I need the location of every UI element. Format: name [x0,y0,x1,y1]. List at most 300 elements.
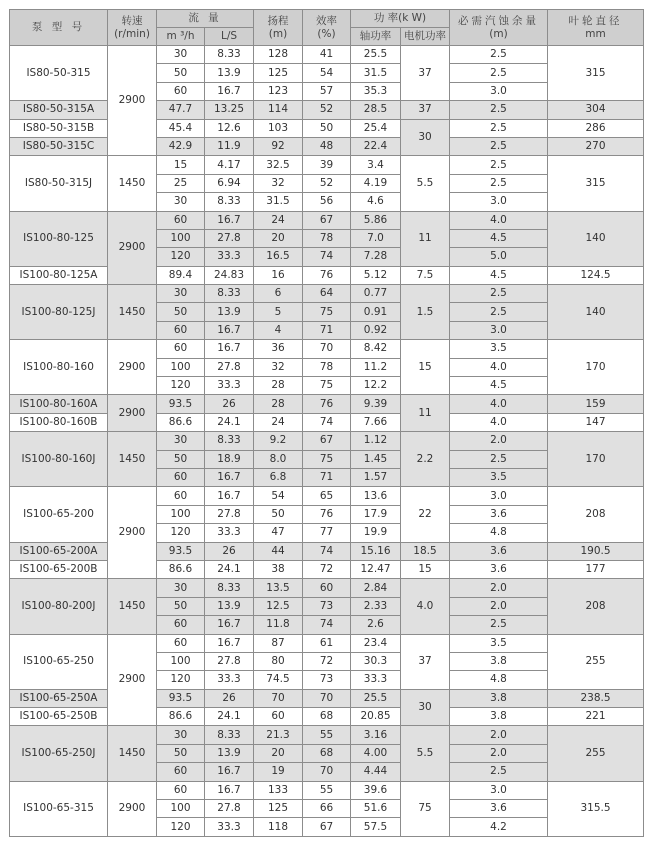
cell-efficiency: 76 [303,395,351,413]
cell-npsh: 4.8 [450,671,548,689]
cell-npsh: 3.5 [450,634,548,652]
table-header [10,10,644,46]
cell-flow-m3h: 86.6 [157,708,205,726]
table-row [10,708,644,726]
cell-speed: 2900 [108,340,157,395]
cell-head: 20 [254,744,303,762]
cell-head: 87 [254,634,303,652]
header-speed: 转速 (r/min) [108,10,157,46]
cell-impeller-diameter: 159 [548,395,644,413]
cell-flow-m3h: 120 [157,248,205,266]
cell-npsh: 2.5 [450,285,548,303]
cell-flow-ls: 16.7 [205,468,254,486]
cell-shaft-power: 4.19 [351,174,401,192]
cell-efficiency: 67 [303,818,351,836]
cell-efficiency: 55 [303,726,351,744]
header-model: 泵 型 号 [10,10,108,46]
cell-npsh: 4.8 [450,524,548,542]
cell-shaft-power: 20.85 [351,708,401,726]
cell-flow-m3h: 42.9 [157,137,205,155]
cell-speed: 2900 [108,487,157,579]
cell-flow-m3h: 30 [157,46,205,64]
cell-efficiency: 70 [303,340,351,358]
cell-flow-ls: 13.9 [205,303,254,321]
cell-npsh: 2.5 [450,64,548,82]
cell-efficiency: 74 [303,616,351,634]
cell-head: 74.5 [254,671,303,689]
cell-head: 6.8 [254,468,303,486]
cell-shaft-power: 11.2 [351,358,401,376]
cell-flow-ls: 8.33 [205,46,254,64]
cell-model: IS100-65-315 [10,781,108,836]
cell-flow-ls: 8.33 [205,193,254,211]
cell-npsh: 3.6 [450,560,548,578]
cell-motor-power: 5.5 [401,156,450,211]
cell-flow-ls: 27.8 [205,358,254,376]
cell-flow-ls: 33.3 [205,524,254,542]
cell-flow-m3h: 86.6 [157,560,205,578]
cell-head: 9.2 [254,432,303,450]
cell-motor-power: 30 [401,689,450,726]
cell-speed: 1450 [108,579,157,634]
cell-efficiency: 77 [303,524,351,542]
cell-efficiency: 71 [303,468,351,486]
cell-flow-m3h: 30 [157,726,205,744]
cell-efficiency: 52 [303,101,351,119]
cell-efficiency: 70 [303,763,351,781]
cell-shaft-power: 3.16 [351,726,401,744]
cell-npsh: 2.5 [450,137,548,155]
cell-impeller-diameter: 255 [548,726,644,781]
cell-flow-ls: 16.7 [205,211,254,229]
cell-speed: 2900 [108,211,157,285]
cell-npsh: 3.6 [450,505,548,523]
cell-npsh: 2.0 [450,597,548,615]
cell-flow-ls: 18.9 [205,450,254,468]
cell-impeller-diameter: 170 [548,432,644,487]
cell-shaft-power: 7.66 [351,413,401,431]
cell-impeller-diameter: 170 [548,340,644,395]
cell-npsh: 2.0 [450,579,548,597]
cell-impeller-diameter: 286 [548,119,644,137]
cell-head: 8.0 [254,450,303,468]
cell-motor-power: 15 [401,340,450,395]
cell-shaft-power: 7.0 [351,229,401,247]
cell-motor-power: 1.5 [401,285,450,340]
cell-flow-ls: 27.8 [205,652,254,670]
table-row [10,560,644,578]
cell-efficiency: 55 [303,781,351,799]
cell-flow-ls: 8.33 [205,285,254,303]
cell-shaft-power: 25.5 [351,46,401,64]
cell-motor-power: 5.5 [401,726,450,781]
cell-flow-m3h: 30 [157,579,205,597]
cell-model: IS80-50-315C [10,137,108,155]
cell-npsh: 2.5 [450,156,548,174]
cell-npsh: 5.0 [450,248,548,266]
table-row [10,46,644,64]
cell-motor-power: 75 [401,781,450,836]
cell-motor-power: 2.2 [401,432,450,487]
cell-npsh: 3.8 [450,652,548,670]
cell-head: 21.3 [254,726,303,744]
cell-flow-ls: 27.8 [205,505,254,523]
cell-efficiency: 74 [303,248,351,266]
cell-shaft-power: 5.86 [351,211,401,229]
header-npsh: 必需汽蚀余量 (m) [450,10,548,46]
header-power: 功 率(k W) [351,10,450,28]
table-row [10,689,644,707]
cell-head: 12.5 [254,597,303,615]
header-flow-m3h: m ³/h [157,28,205,46]
cell-head: 32 [254,174,303,192]
cell-impeller-diameter: 315 [548,46,644,101]
cell-head: 19 [254,763,303,781]
cell-model: IS100-65-200A [10,542,108,560]
cell-efficiency: 39 [303,156,351,174]
cell-head: 125 [254,64,303,82]
cell-efficiency: 68 [303,744,351,762]
cell-npsh: 3.8 [450,708,548,726]
cell-model: IS100-65-250B [10,708,108,726]
cell-shaft-power: 30.3 [351,652,401,670]
cell-head: 118 [254,818,303,836]
cell-impeller-diameter: 304 [548,101,644,119]
cell-flow-m3h: 93.5 [157,542,205,560]
cell-model: IS100-65-200 [10,487,108,542]
cell-efficiency: 64 [303,285,351,303]
cell-head: 128 [254,46,303,64]
cell-flow-ls: 33.3 [205,248,254,266]
cell-flow-ls: 13.9 [205,64,254,82]
cell-npsh: 2.5 [450,174,548,192]
cell-flow-m3h: 30 [157,432,205,450]
cell-shaft-power: 4.00 [351,744,401,762]
cell-flow-m3h: 60 [157,487,205,505]
cell-speed: 1450 [108,726,157,781]
cell-impeller-diameter: 221 [548,708,644,726]
cell-shaft-power: 15.16 [351,542,401,560]
cell-flow-ls: 24.1 [205,413,254,431]
cell-motor-power: 4.0 [401,579,450,634]
cell-flow-ls: 16.7 [205,634,254,652]
cell-head: 70 [254,689,303,707]
cell-head: 32 [254,358,303,376]
cell-flow-ls: 24.1 [205,708,254,726]
cell-impeller-diameter: 190.5 [548,542,644,560]
cell-shaft-power: 0.92 [351,321,401,339]
cell-flow-ls: 27.8 [205,229,254,247]
cell-motor-power: 37 [401,634,450,689]
cell-efficiency: 57 [303,82,351,100]
cell-flow-ls: 26 [205,689,254,707]
cell-head: 16.5 [254,248,303,266]
cell-efficiency: 41 [303,46,351,64]
cell-flow-ls: 16.7 [205,82,254,100]
cell-efficiency: 52 [303,174,351,192]
cell-shaft-power: 19.9 [351,524,401,542]
cell-motor-power: 30 [401,119,450,156]
cell-impeller-diameter: 315.5 [548,781,644,836]
cell-flow-ls: 11.9 [205,137,254,155]
cell-flow-ls: 27.8 [205,800,254,818]
cell-flow-ls: 26 [205,542,254,560]
header-motor-power: 电机功率 [401,28,450,46]
cell-shaft-power: 51.6 [351,800,401,818]
cell-efficiency: 73 [303,597,351,615]
cell-shaft-power: 25.4 [351,119,401,137]
cell-flow-m3h: 60 [157,468,205,486]
cell-efficiency: 75 [303,377,351,395]
cell-head: 6 [254,285,303,303]
table-row [10,413,644,431]
cell-head: 92 [254,137,303,155]
cell-shaft-power: 23.4 [351,634,401,652]
cell-shaft-power: 22.4 [351,137,401,155]
header-efficiency: 效率 (%) [303,10,351,46]
table-row [10,579,644,597]
cell-model: IS100-65-250J [10,726,108,781]
cell-efficiency: 71 [303,321,351,339]
cell-head: 32.5 [254,156,303,174]
cell-flow-m3h: 60 [157,781,205,799]
cell-npsh: 4.5 [450,377,548,395]
cell-shaft-power: 3.4 [351,156,401,174]
cell-head: 28 [254,395,303,413]
cell-shaft-power: 2.33 [351,597,401,615]
cell-head: 133 [254,781,303,799]
cell-head: 38 [254,560,303,578]
cell-flow-m3h: 120 [157,818,205,836]
cell-model: IS100-80-160A [10,395,108,413]
cell-flow-ls: 8.33 [205,579,254,597]
cell-npsh: 4.0 [450,395,548,413]
cell-shaft-power: 4.6 [351,193,401,211]
cell-impeller-diameter: 315 [548,156,644,211]
cell-head: 54 [254,487,303,505]
cell-efficiency: 72 [303,560,351,578]
cell-shaft-power: 5.12 [351,266,401,284]
cell-head: 44 [254,542,303,560]
cell-efficiency: 56 [303,193,351,211]
cell-flow-m3h: 60 [157,763,205,781]
cell-efficiency: 70 [303,689,351,707]
cell-flow-m3h: 25 [157,174,205,192]
cell-shaft-power: 7.28 [351,248,401,266]
cell-impeller-diameter: 208 [548,487,644,542]
cell-head: 11.8 [254,616,303,634]
cell-impeller-diameter: 147 [548,413,644,431]
cell-npsh: 3.0 [450,82,548,100]
cell-efficiency: 73 [303,671,351,689]
cell-head: 24 [254,413,303,431]
cell-flow-ls: 8.33 [205,432,254,450]
cell-flow-m3h: 60 [157,340,205,358]
cell-npsh: 3.0 [450,193,548,211]
cell-flow-ls: 24.83 [205,266,254,284]
cell-flow-ls: 12.6 [205,119,254,137]
cell-flow-m3h: 47.7 [157,101,205,119]
cell-motor-power: 22 [401,487,450,542]
table-row [10,119,644,137]
cell-motor-power: 37 [401,46,450,101]
cell-head: 125 [254,800,303,818]
cell-speed: 1450 [108,432,157,487]
cell-efficiency: 67 [303,432,351,450]
cell-flow-m3h: 100 [157,800,205,818]
cell-flow-ls: 13.25 [205,101,254,119]
table-row [10,156,644,174]
cell-npsh: 4.0 [450,211,548,229]
cell-shaft-power: 1.57 [351,468,401,486]
cell-npsh: 4.2 [450,818,548,836]
cell-efficiency: 74 [303,542,351,560]
cell-shaft-power: 12.47 [351,560,401,578]
table-row [10,781,644,799]
header-impeller: 叶轮直径 mm [548,10,644,46]
table-row [10,137,644,155]
cell-flow-ls: 16.7 [205,763,254,781]
cell-npsh: 2.5 [450,763,548,781]
cell-efficiency: 76 [303,266,351,284]
cell-impeller-diameter: 140 [548,211,644,266]
table-row [10,726,644,744]
cell-flow-m3h: 50 [157,303,205,321]
cell-flow-ls: 8.33 [205,726,254,744]
header-head: 扬程 (m) [254,10,303,46]
cell-efficiency: 74 [303,413,351,431]
cell-speed: 2900 [108,634,157,726]
cell-head: 80 [254,652,303,670]
cell-shaft-power: 25.5 [351,689,401,707]
table-row [10,542,644,560]
cell-motor-power: 37 [401,101,450,119]
cell-model: IS100-80-160B [10,413,108,431]
cell-efficiency: 50 [303,119,351,137]
cell-motor-power: 11 [401,395,450,432]
table-row [10,487,644,505]
cell-model: IS80-50-315J [10,156,108,211]
cell-model: IS80-50-315A [10,101,108,119]
cell-efficiency: 60 [303,579,351,597]
cell-head: 13.5 [254,579,303,597]
cell-shaft-power: 57.5 [351,818,401,836]
cell-flow-ls: 16.7 [205,321,254,339]
cell-model: IS100-80-200J [10,579,108,634]
table-row [10,432,644,450]
cell-shaft-power: 13.6 [351,487,401,505]
cell-shaft-power: 17.9 [351,505,401,523]
cell-efficiency: 66 [303,800,351,818]
cell-flow-m3h: 60 [157,321,205,339]
cell-efficiency: 61 [303,634,351,652]
table-row [10,285,644,303]
cell-flow-m3h: 93.5 [157,395,205,413]
cell-head: 24 [254,211,303,229]
cell-impeller-diameter: 140 [548,285,644,340]
cell-speed: 2900 [108,781,157,836]
cell-impeller-diameter: 124.5 [548,266,644,284]
cell-flow-m3h: 15 [157,156,205,174]
cell-head: 60 [254,708,303,726]
cell-npsh: 3.5 [450,468,548,486]
cell-model: IS80-50-315B [10,119,108,137]
cell-flow-m3h: 100 [157,652,205,670]
cell-speed: 2900 [108,46,157,156]
cell-flow-m3h: 100 [157,358,205,376]
cell-head: 28 [254,377,303,395]
cell-efficiency: 75 [303,450,351,468]
table-row [10,634,644,652]
cell-shaft-power: 9.39 [351,395,401,413]
cell-npsh: 4.5 [450,266,548,284]
cell-efficiency: 48 [303,137,351,155]
cell-flow-ls: 26 [205,395,254,413]
cell-npsh: 2.0 [450,432,548,450]
cell-npsh: 2.5 [450,46,548,64]
header-shaft-power: 轴功率 [351,28,401,46]
cell-flow-ls: 33.3 [205,818,254,836]
cell-flow-m3h: 60 [157,616,205,634]
cell-npsh: 3.6 [450,542,548,560]
cell-head: 4 [254,321,303,339]
cell-model: IS100-65-250A [10,689,108,707]
cell-efficiency: 76 [303,505,351,523]
cell-npsh: 2.5 [450,119,548,137]
header-flow: 流 量 [157,10,254,28]
header-flow-ls: L/S [205,28,254,46]
cell-npsh: 2.5 [450,303,548,321]
cell-flow-ls: 16.7 [205,340,254,358]
cell-head: 50 [254,505,303,523]
cell-flow-m3h: 89.4 [157,266,205,284]
cell-efficiency: 67 [303,211,351,229]
cell-head: 36 [254,340,303,358]
cell-flow-m3h: 50 [157,744,205,762]
cell-npsh: 3.5 [450,340,548,358]
cell-flow-m3h: 50 [157,64,205,82]
table-row [10,340,644,358]
cell-flow-m3h: 120 [157,671,205,689]
cell-shaft-power: 8.42 [351,340,401,358]
cell-shaft-power: 35.3 [351,82,401,100]
cell-flow-m3h: 120 [157,524,205,542]
cell-speed: 2900 [108,395,157,432]
cell-npsh: 2.5 [450,450,548,468]
cell-impeller-diameter: 208 [548,579,644,634]
cell-flow-m3h: 60 [157,211,205,229]
cell-flow-m3h: 100 [157,505,205,523]
cell-flow-ls: 6.94 [205,174,254,192]
cell-flow-ls: 13.9 [205,744,254,762]
cell-npsh: 2.5 [450,616,548,634]
cell-flow-m3h: 60 [157,82,205,100]
table-body [10,46,644,837]
cell-flow-ls: 16.7 [205,616,254,634]
cell-flow-ls: 13.9 [205,597,254,615]
cell-flow-ls: 16.7 [205,487,254,505]
cell-shaft-power: 2.6 [351,616,401,634]
cell-efficiency: 78 [303,229,351,247]
cell-flow-m3h: 30 [157,193,205,211]
cell-flow-ls: 33.3 [205,671,254,689]
cell-motor-power: 7.5 [401,266,450,284]
cell-flow-ls: 33.3 [205,377,254,395]
cell-head: 5 [254,303,303,321]
cell-model: IS100-80-125A [10,266,108,284]
cell-npsh: 2.0 [450,726,548,744]
cell-model: IS100-80-125 [10,211,108,266]
